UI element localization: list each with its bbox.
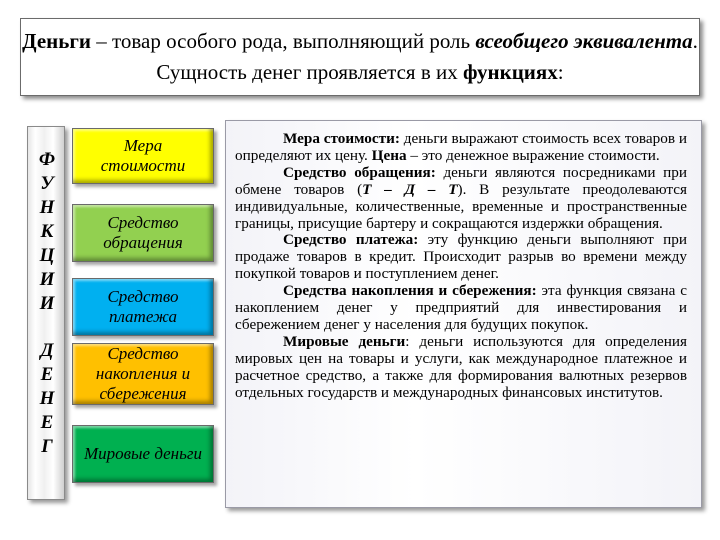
function-box-medium-of-circulation	[72, 204, 214, 262]
side-letter: Н	[39, 388, 55, 409]
function-label: Средство платежа	[107, 287, 179, 326]
side-letter: Г	[41, 436, 53, 457]
side-letter: И	[39, 269, 55, 290]
function-label: Средство накопления и сбережения	[95, 344, 191, 403]
side-label-word-functions	[28, 148, 66, 316]
side-letter: Н	[39, 197, 55, 218]
title-text-2: . Сущность денег проявляется в их	[156, 29, 698, 84]
description-store-of-value: Средства накопления и сбережения: эта функция связана с накоплением денег у предприятий для инвестирования и сбережением денег у населения для будущих покупок.	[235, 282, 687, 333]
side-letter: И	[39, 293, 55, 314]
side-letter: У	[40, 173, 54, 194]
description-world-money: Мировые деньги: деньги используются для определения мировых цен на товары и услуги, как международное платежное и расчетное средство, а также для формирования валютных резервов отдельных государств и международных финансовых институтов.	[235, 332, 687, 401]
side-letters-functions	[28, 148, 66, 316]
title-text-1: – товар особого рода, выполняющий роль	[91, 29, 476, 53]
function-box-store-of-value	[72, 343, 214, 405]
function-box-means-of-payment	[72, 278, 214, 336]
side-letter: Е	[40, 364, 54, 385]
descriptions-panel	[225, 120, 702, 508]
function-label: Мера стоимости	[100, 136, 186, 175]
side-letters-money	[28, 339, 66, 459]
function-label: Средство обращения	[103, 213, 183, 252]
side-label-box	[27, 126, 65, 500]
description-measure-of-value: Мера стоимости: деньги выражают стоимость всех товаров и определяют их цену. Цена – это денежное выражение стоимости.	[235, 130, 688, 164]
side-label-word-money	[28, 339, 66, 459]
slide-title	[20, 18, 700, 96]
side-letter: Е	[40, 412, 54, 433]
function-box-world-money	[72, 425, 214, 483]
side-letter: Д	[40, 340, 54, 361]
title-colon: :	[557, 60, 564, 84]
side-letter: Ф	[38, 149, 56, 170]
side-letter: Ц	[39, 245, 55, 266]
function-label: Мировые деньги	[83, 444, 202, 463]
description-means-of-payment: Средство платежа: эту функцию деньги выполняют при продаже товаров в кредит. Происходит разрыв во времени между покупкой товаров и поступлением денег.	[235, 231, 688, 283]
description-medium-of-circulation: Средство обращения: деньги являются посредниками при обмене товаров (Т – Д – Т). В результате преодолеваются индивидуальные, количественные, временные и пространственные границы, присущие бартеру и сокращаются издержки обращения.	[235, 163, 687, 232]
side-letter: К	[40, 221, 54, 242]
function-box-measure-of-value	[72, 128, 214, 184]
title-term-money: Деньги	[22, 29, 91, 53]
title-term-functions: функциях	[462, 60, 558, 84]
title-term-equivalent: всеобщего эквивалента	[475, 29, 693, 53]
